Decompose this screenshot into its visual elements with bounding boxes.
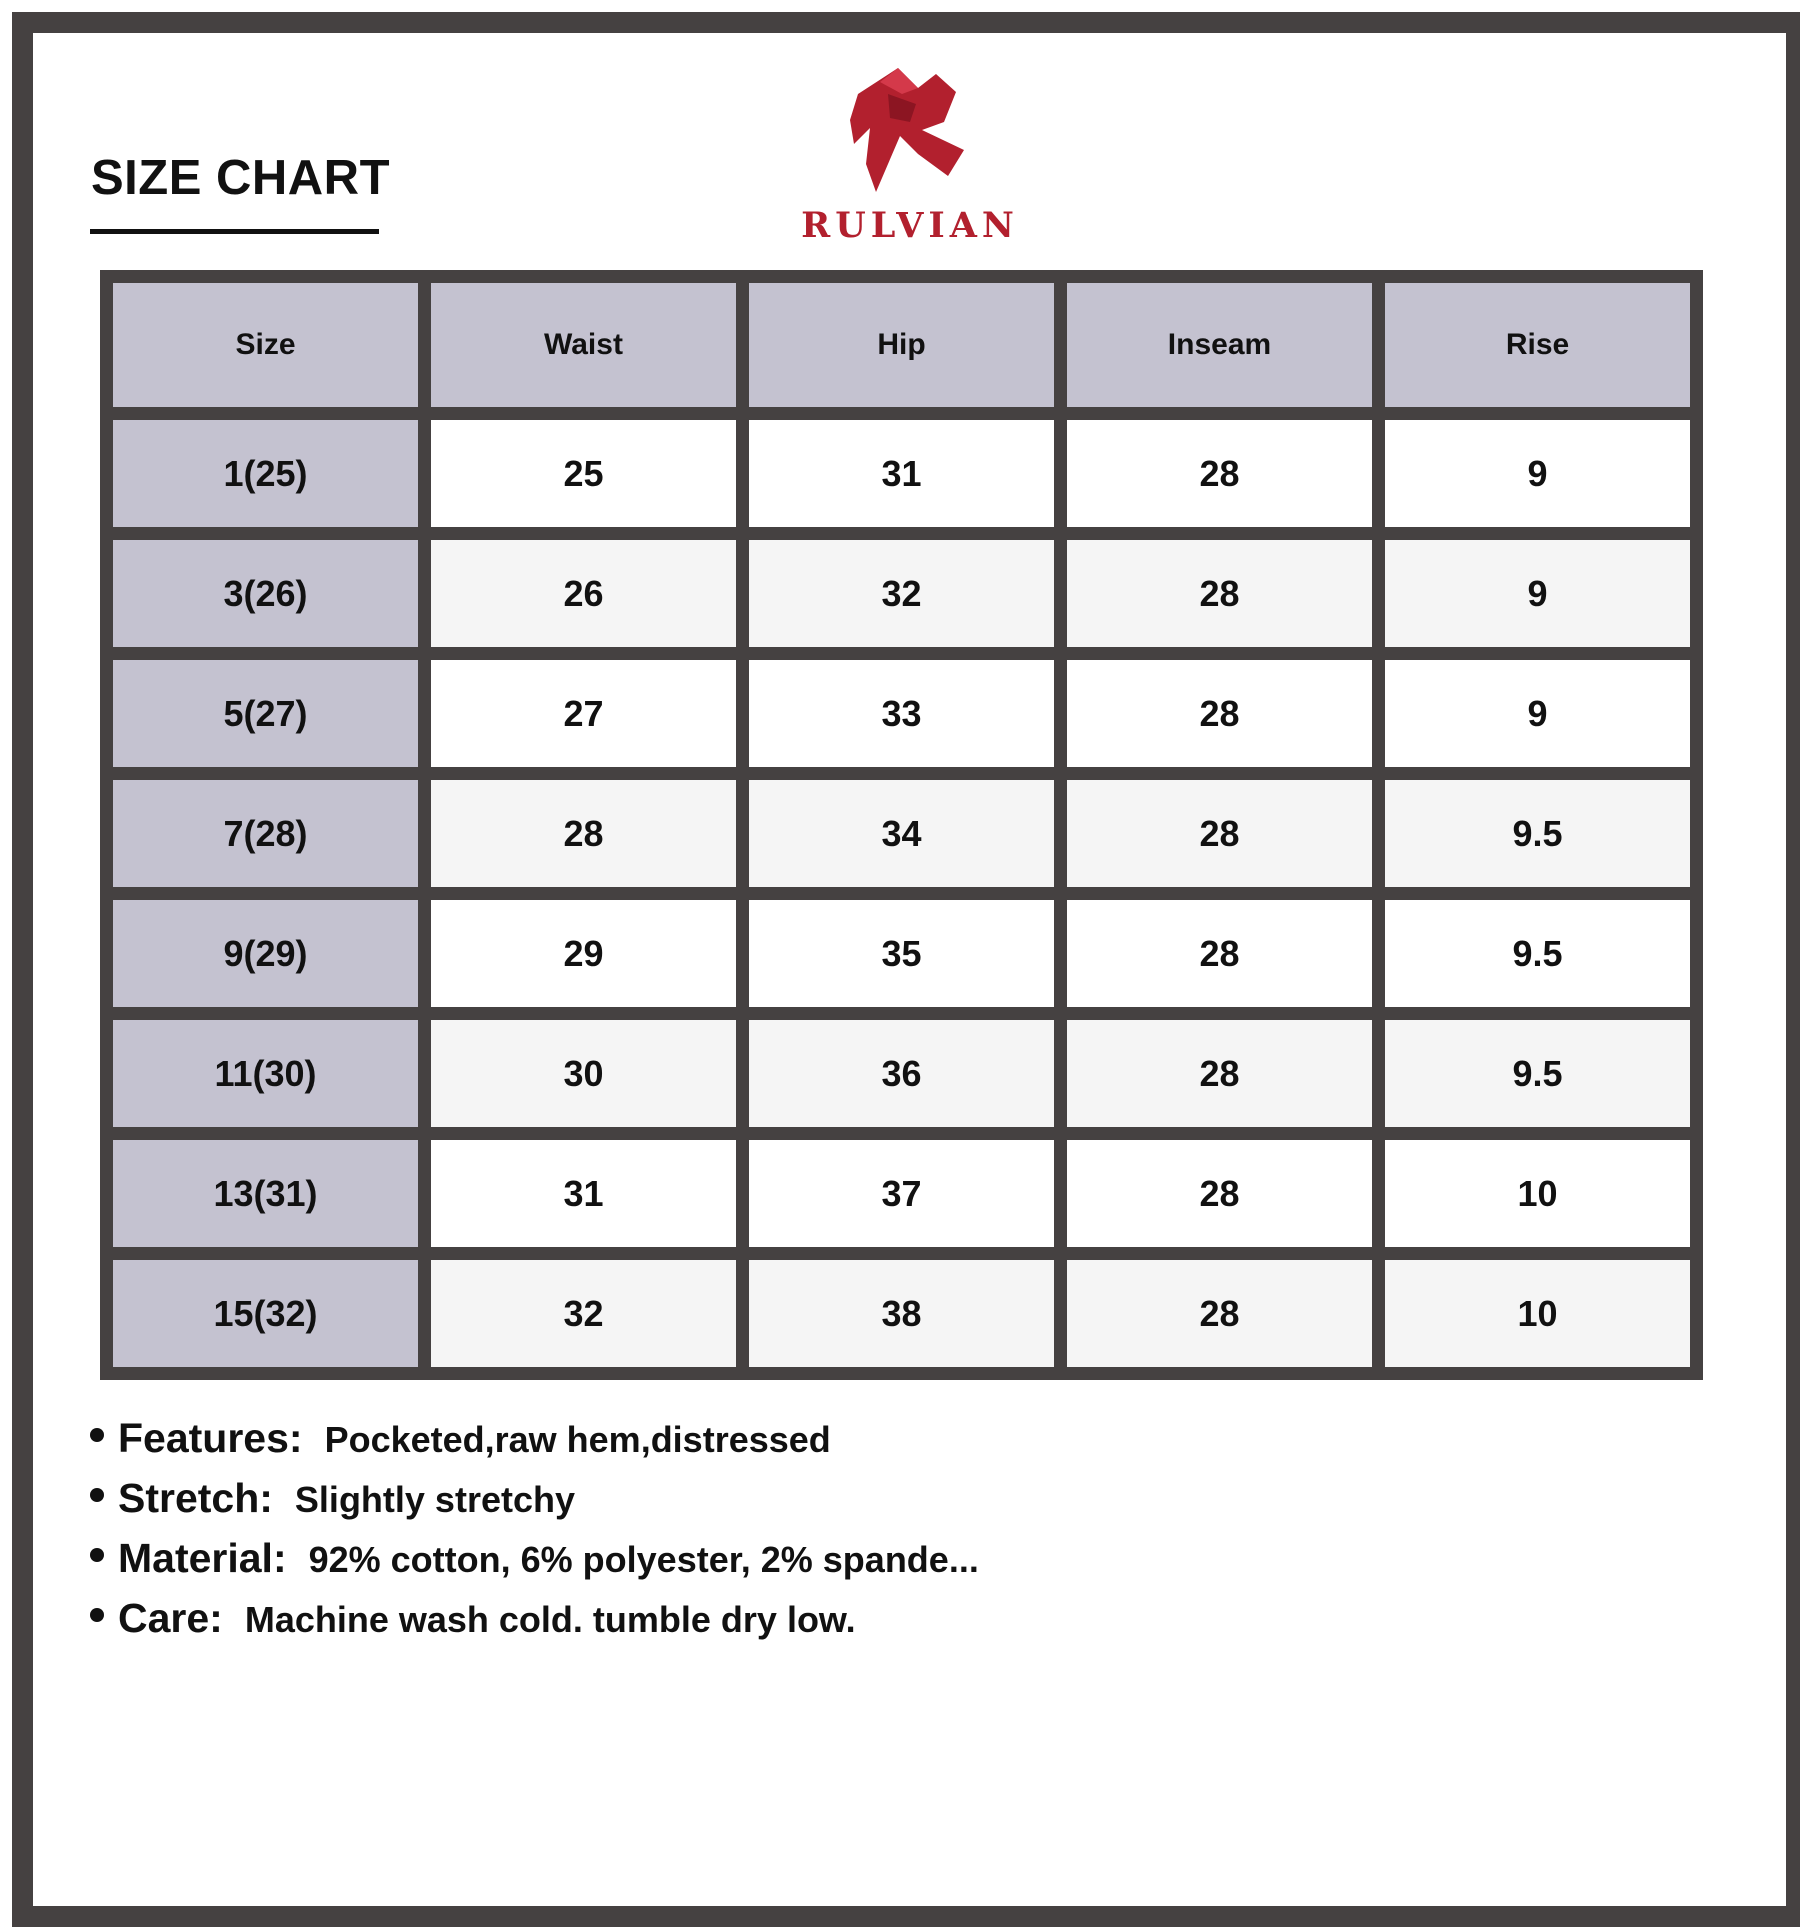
size-cell: 5(27): [113, 660, 418, 767]
table-row: [113, 780, 1690, 887]
detail-value: Machine wash cold. tumble dry low.: [244, 1599, 856, 1640]
detail-label: Care:: [118, 1595, 223, 1641]
waist-cell: 26: [431, 540, 736, 647]
bullet-icon: [90, 1548, 104, 1562]
bullet-icon: [90, 1608, 104, 1622]
list-item: [90, 1415, 979, 1475]
rise-cell: 9.5: [1385, 1020, 1690, 1127]
detail-label: Features:: [118, 1415, 303, 1461]
rise-cell: 9: [1385, 540, 1690, 647]
rise-cell: 9.5: [1385, 900, 1690, 1007]
bullet-icon: [90, 1488, 104, 1502]
list-item: [90, 1535, 979, 1595]
detail-label: Stretch:: [118, 1475, 273, 1521]
table-header-row: [113, 283, 1690, 407]
column-header-hip: Hip: [749, 283, 1054, 407]
column-header-inseam: Inseam: [1067, 283, 1372, 407]
list-item: [90, 1595, 979, 1655]
inseam-cell: 28: [1067, 1020, 1372, 1127]
table-row: [113, 420, 1690, 527]
detail-label: Material:: [118, 1535, 287, 1581]
size-cell: 1(25): [113, 420, 418, 527]
table-row: [113, 1260, 1690, 1367]
table-row: [113, 1020, 1690, 1127]
hip-cell: 37: [749, 1140, 1054, 1247]
waist-cell: 31: [431, 1140, 736, 1247]
size-cell: 9(29): [113, 900, 418, 1007]
rise-cell: 10: [1385, 1260, 1690, 1367]
column-header-size: Size: [113, 283, 418, 407]
size-table: [100, 270, 1703, 1380]
table-row: [113, 1140, 1690, 1247]
page-title: SIZE CHART: [91, 151, 390, 205]
size-cell: 15(32): [113, 1260, 418, 1367]
rise-cell: 10: [1385, 1140, 1690, 1247]
list-item: [90, 1475, 979, 1535]
brand-name: RULVIAN: [801, 205, 1019, 246]
rise-cell: 9.5: [1385, 780, 1690, 887]
hip-cell: 32: [749, 540, 1054, 647]
inseam-cell: 28: [1067, 660, 1372, 767]
waist-cell: 28: [431, 780, 736, 887]
inseam-cell: 28: [1067, 420, 1372, 527]
size-cell: 7(28): [113, 780, 418, 887]
hip-cell: 35: [749, 900, 1054, 1007]
table-row: [113, 660, 1690, 767]
table-row: [113, 540, 1690, 647]
bullet-icon: [90, 1428, 104, 1442]
waist-cell: 30: [431, 1020, 736, 1127]
inseam-cell: 28: [1067, 900, 1372, 1007]
size-cell: 3(26): [113, 540, 418, 647]
hip-cell: 34: [749, 780, 1054, 887]
inseam-cell: 28: [1067, 1140, 1372, 1247]
rise-cell: 9: [1385, 420, 1690, 527]
column-header-waist: Waist: [431, 283, 736, 407]
waist-cell: 27: [431, 660, 736, 767]
column-header-rise: Rise: [1385, 283, 1690, 407]
table-row: [113, 900, 1690, 1007]
product-details-list: [90, 1415, 979, 1655]
hip-cell: 38: [749, 1260, 1054, 1367]
waist-cell: 29: [431, 900, 736, 1007]
hip-cell: 36: [749, 1020, 1054, 1127]
detail-value: 92% cotton, 6% polyester, 2% spande...: [308, 1539, 979, 1580]
hip-cell: 31: [749, 420, 1054, 527]
detail-value: Slightly stretchy: [294, 1479, 575, 1520]
hip-cell: 33: [749, 660, 1054, 767]
size-cell: 13(31): [113, 1140, 418, 1247]
size-cell: 11(30): [113, 1020, 418, 1127]
waist-cell: 25: [431, 420, 736, 527]
inseam-cell: 28: [1067, 1260, 1372, 1367]
rise-cell: 9: [1385, 660, 1690, 767]
r-monogram-logo: [840, 64, 970, 202]
detail-value: Pocketed,raw hem,distressed: [324, 1419, 831, 1460]
waist-cell: 32: [431, 1260, 736, 1367]
inseam-cell: 28: [1067, 780, 1372, 887]
title-underline: [90, 229, 379, 234]
inseam-cell: 28: [1067, 540, 1372, 647]
